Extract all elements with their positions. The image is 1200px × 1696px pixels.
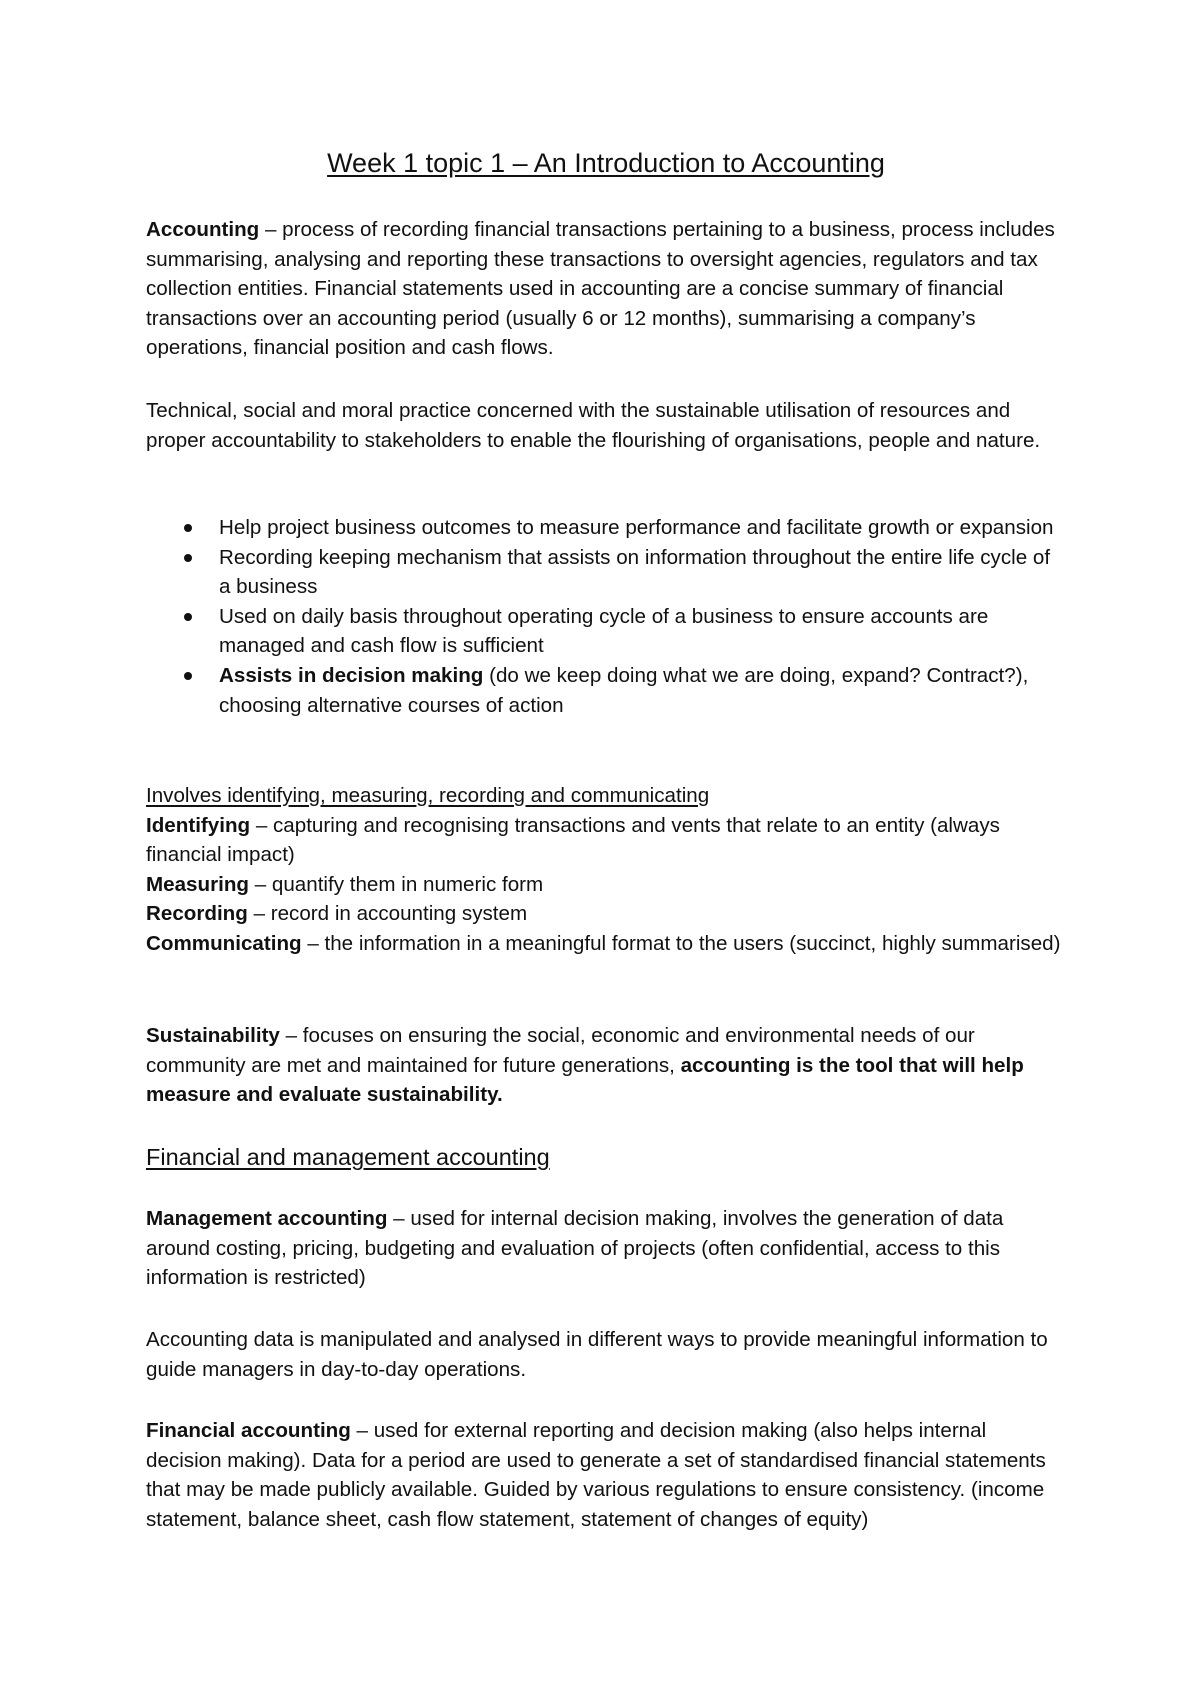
accounting-definition — [146, 215, 1066, 363]
list-item: Recording keeping mechanism that assists on information throughout the entire life cycle of a business — [146, 543, 1066, 602]
financial-paragraph: Financial accounting – used for external reporting and decision making (also helps internal decision making). Data for a period are used to generate a set of standardised financial statements that may be made publicly available. Guided by various regulations to ensure consistency. (income statement, balance sheet, cash flow statement, statement of changes of equity) — [146, 1419, 1046, 1531]
accounting-term: Accounting — [146, 218, 260, 241]
management-paragraph: Management accounting – used for internal decision making, involves the generation of data around costing, pricing, budgeting and evaluation of projects (often confidential, access to this information is restricted) — [146, 1207, 1004, 1290]
bullet-icon — [184, 554, 192, 562]
definition-measuring: Measuring – quantify them in numeric form — [146, 872, 544, 896]
bullet-icon — [184, 524, 192, 532]
definition-communicating: Communicating – the information in a meaningful format to the users (succinct, highly summarised) — [146, 931, 1061, 955]
involves-section — [146, 781, 1066, 959]
bullet-icon — [184, 672, 192, 680]
bullet-icon — [184, 613, 192, 621]
sustainability-paragraph: Sustainability – focuses on ensuring the social, economic and environmental needs of our community are met and maintained for future generations, accounting is the tool that will help measure and evaluate sustainability. — [146, 1024, 1024, 1107]
involves-heading: Involves identifying, measuring, recording and communicating — [146, 784, 710, 807]
technical-paragraph: Technical, social and moral practice concerned with the sustainable utilisation of resources and proper accountability to stakeholders to enable the flourishing of organisations, people and nature. — [146, 399, 1041, 452]
accounting-data-paragraph: Accounting data is manipulated and analysed in different ways to provide meaningful information to guide managers in day-to-day operations. — [146, 1328, 1048, 1381]
list-item: Assists in decision making (do we keep doing what we are doing, expand? Contract?), choosing alternative courses of action — [146, 661, 1066, 720]
page-title: Week 1 topic 1 – An Introduction to Accounting — [327, 148, 885, 178]
bullet-list — [146, 513, 1066, 720]
definition-identifying: Identifying – capturing and recognising transactions and vents that relate to an entity (always financial impact) — [146, 813, 1000, 867]
accounting-text: – process of recording financial transactions pertaining to a business, process includes summarising, analysing and reporting these transactions to oversight agencies, regulators and tax collection entities. Financial statements used in accounting are a concise summary of financial transactions over an accounting period (usually 6 or 12 months), summarising a company’s operations, financial position and cash flows. — [146, 218, 1055, 360]
section-heading: Financial and management accounting — [146, 1144, 550, 1170]
list-item: Used on daily basis throughout operating cycle of a business to ensure accounts are managed and cash flow is sufficient — [146, 602, 1066, 661]
definition-recording: Recording – record in accounting system — [146, 902, 528, 926]
list-item: Help project business outcomes to measure performance and facilitate growth or expansion — [146, 513, 1066, 543]
